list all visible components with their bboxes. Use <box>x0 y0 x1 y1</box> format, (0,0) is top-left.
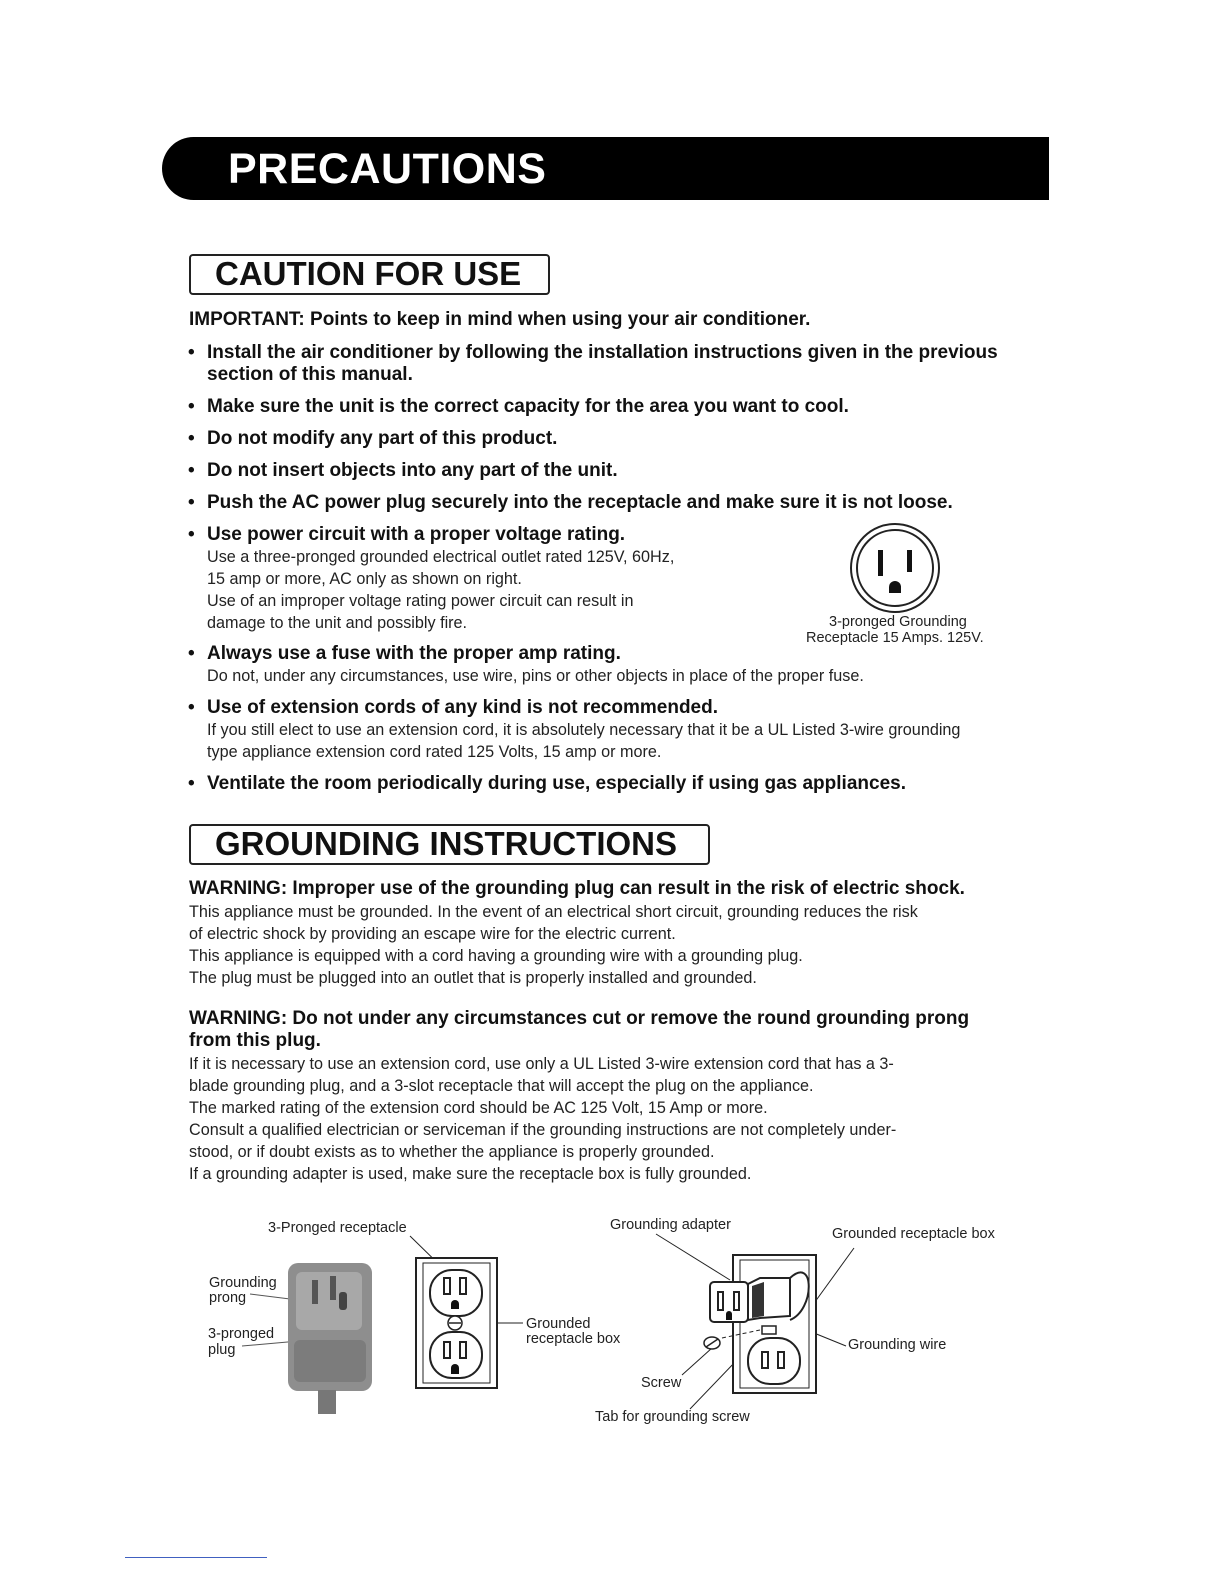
bullet-8: Use of extension cords of any kind is not recommended. <box>207 697 718 718</box>
label-grounding-adapter: Grounding adapter <box>610 1217 731 1233</box>
bullet-2: Make sure the unit is the correct capacity for the area you want to cool. <box>207 396 849 417</box>
label-plug-1: 3-pronged <box>208 1326 275 1342</box>
bullet-4: Do not insert objects into any part of the unit. <box>207 460 618 481</box>
bullet-5: Push the AC power plug securely into the receptacle and make sure it is not loose. <box>207 492 953 513</box>
page-title: PRECAUTIONS <box>228 145 547 193</box>
warning-2-text-4: Consult a qualified electrician or serviceman if the grounding instructions are not completely under- <box>189 1121 897 1139</box>
bullet-7-text: Do not, under any circumstances, use wire, pins or other objects in place of the proper fuse. <box>207 667 864 685</box>
footer-rule <box>125 1557 267 1558</box>
bullet-6-text-3: Use of an improper voltage rating power circuit can result in <box>207 592 634 610</box>
caution-heading: CAUTION FOR USE <box>215 255 522 292</box>
receptacle-with-adapter-icon <box>656 1234 854 1409</box>
label-box-2: receptacle box <box>526 1331 621 1347</box>
label-plug-2: plug <box>208 1342 236 1358</box>
bullet-dot: • <box>188 428 195 449</box>
warning-1: WARNING: Improper use of the grounding plug can result in the risk of electric shock. <box>189 878 965 899</box>
warning-2-text-5: stood, or if doubt exists as to whether the appliance is properly grounded. <box>189 1143 715 1161</box>
label-grounding-wire: Grounding wire <box>848 1337 947 1353</box>
bullet-dot: • <box>188 643 195 664</box>
bullet-6-text-1: Use a three-pronged grounded electrical outlet rated 125V, 60Hz, <box>207 548 675 566</box>
bullet-dot: • <box>188 524 195 545</box>
label-grounding-prong-1: Grounding <box>209 1275 277 1291</box>
bullet-1-line1: Install the air conditioner by following the installation instructions given in the previous <box>207 342 998 363</box>
label-box-1: Grounded <box>526 1316 591 1332</box>
bullet-dot: • <box>188 460 195 481</box>
warning-2-text-1: If it is necessary to use an extension cord, use only a UL Listed 3-wire extension cord that has a 3- <box>189 1055 894 1073</box>
warning-2-text-3: The marked rating of the extension cord should be AC 125 Volt, 15 Amp or more. <box>189 1099 768 1117</box>
bullet-dot: • <box>188 342 195 363</box>
bullet-8-text-1: If you still elect to use an extension cord, it is absolutely necessary that it be a UL Listed 3-wire grounding <box>207 721 961 739</box>
bullet-6: Use power circuit with a proper voltage rating. <box>207 524 626 545</box>
bullet-1-line2: section of this manual. <box>207 364 413 385</box>
bullet-7: Always use a fuse with the proper amp rating. <box>207 643 621 664</box>
warning-2-text-6: If a grounding adapter is used, make sure the receptacle box is fully grounded. <box>189 1165 752 1183</box>
outlet-caption-2: Receptacle 15 Amps. 125V. <box>806 630 984 646</box>
bullet-3: Do not modify any part of this product. <box>207 428 558 449</box>
bullet-8-text-2: type appliance extension cord rated 125 Volts, 15 amp or more. <box>207 743 662 761</box>
duplex-receptacle-icon <box>416 1258 497 1388</box>
warning-1-text-2: of electric shock by providing an escape wire for the electric current. <box>189 925 676 943</box>
label-grounding-prong-2: prong <box>209 1290 247 1306</box>
label-grounded-receptacle-box: Grounded receptacle box <box>832 1226 995 1242</box>
bullet-6-text-4: damage to the unit and possibly fire. <box>207 614 468 632</box>
label-screw: Screw <box>641 1375 682 1391</box>
outlet-caption-1: 3-pronged Grounding <box>829 614 967 630</box>
3-pronged-plug-icon <box>288 1263 372 1414</box>
label-tab-grounding-screw: Tab for grounding screw <box>595 1409 750 1425</box>
warning-2-text-2: blade grounding plug, and a 3-slot receptacle that will accept the plug on the appliance. <box>189 1077 814 1095</box>
bullet-dot: • <box>188 773 195 794</box>
warning-1-text-3: This appliance is equipped with a cord having a grounding wire with a grounding plug. <box>189 947 803 965</box>
warning-1-text-1: This appliance must be grounded. In the event of an electrical short circuit, grounding reduces the risk <box>189 903 918 921</box>
bullet-6-text-2: 15 amp or more, AC only as shown on right. <box>207 570 522 588</box>
bullet-dot: • <box>188 697 195 718</box>
warning-2-line2: from this plug. <box>189 1030 321 1051</box>
bullet-dot: • <box>188 396 195 417</box>
caution-intro: IMPORTANT: Points to keep in mind when using your air conditioner. <box>189 309 811 330</box>
warning-1-text-4: The plug must be plugged into an outlet that is properly installed and grounded. <box>189 969 757 987</box>
bullet-dot: • <box>188 492 195 513</box>
bullet-9: Ventilate the room periodically during use, especially if using gas appliances. <box>207 773 906 794</box>
warning-2-line1: WARNING: Do not under any circumstances cut or remove the round grounding prong <box>189 1008 970 1029</box>
grounding-heading: GROUNDING INSTRUCTIONS <box>215 825 677 862</box>
label-3-pronged-receptacle: 3-Pronged receptacle <box>268 1220 407 1236</box>
